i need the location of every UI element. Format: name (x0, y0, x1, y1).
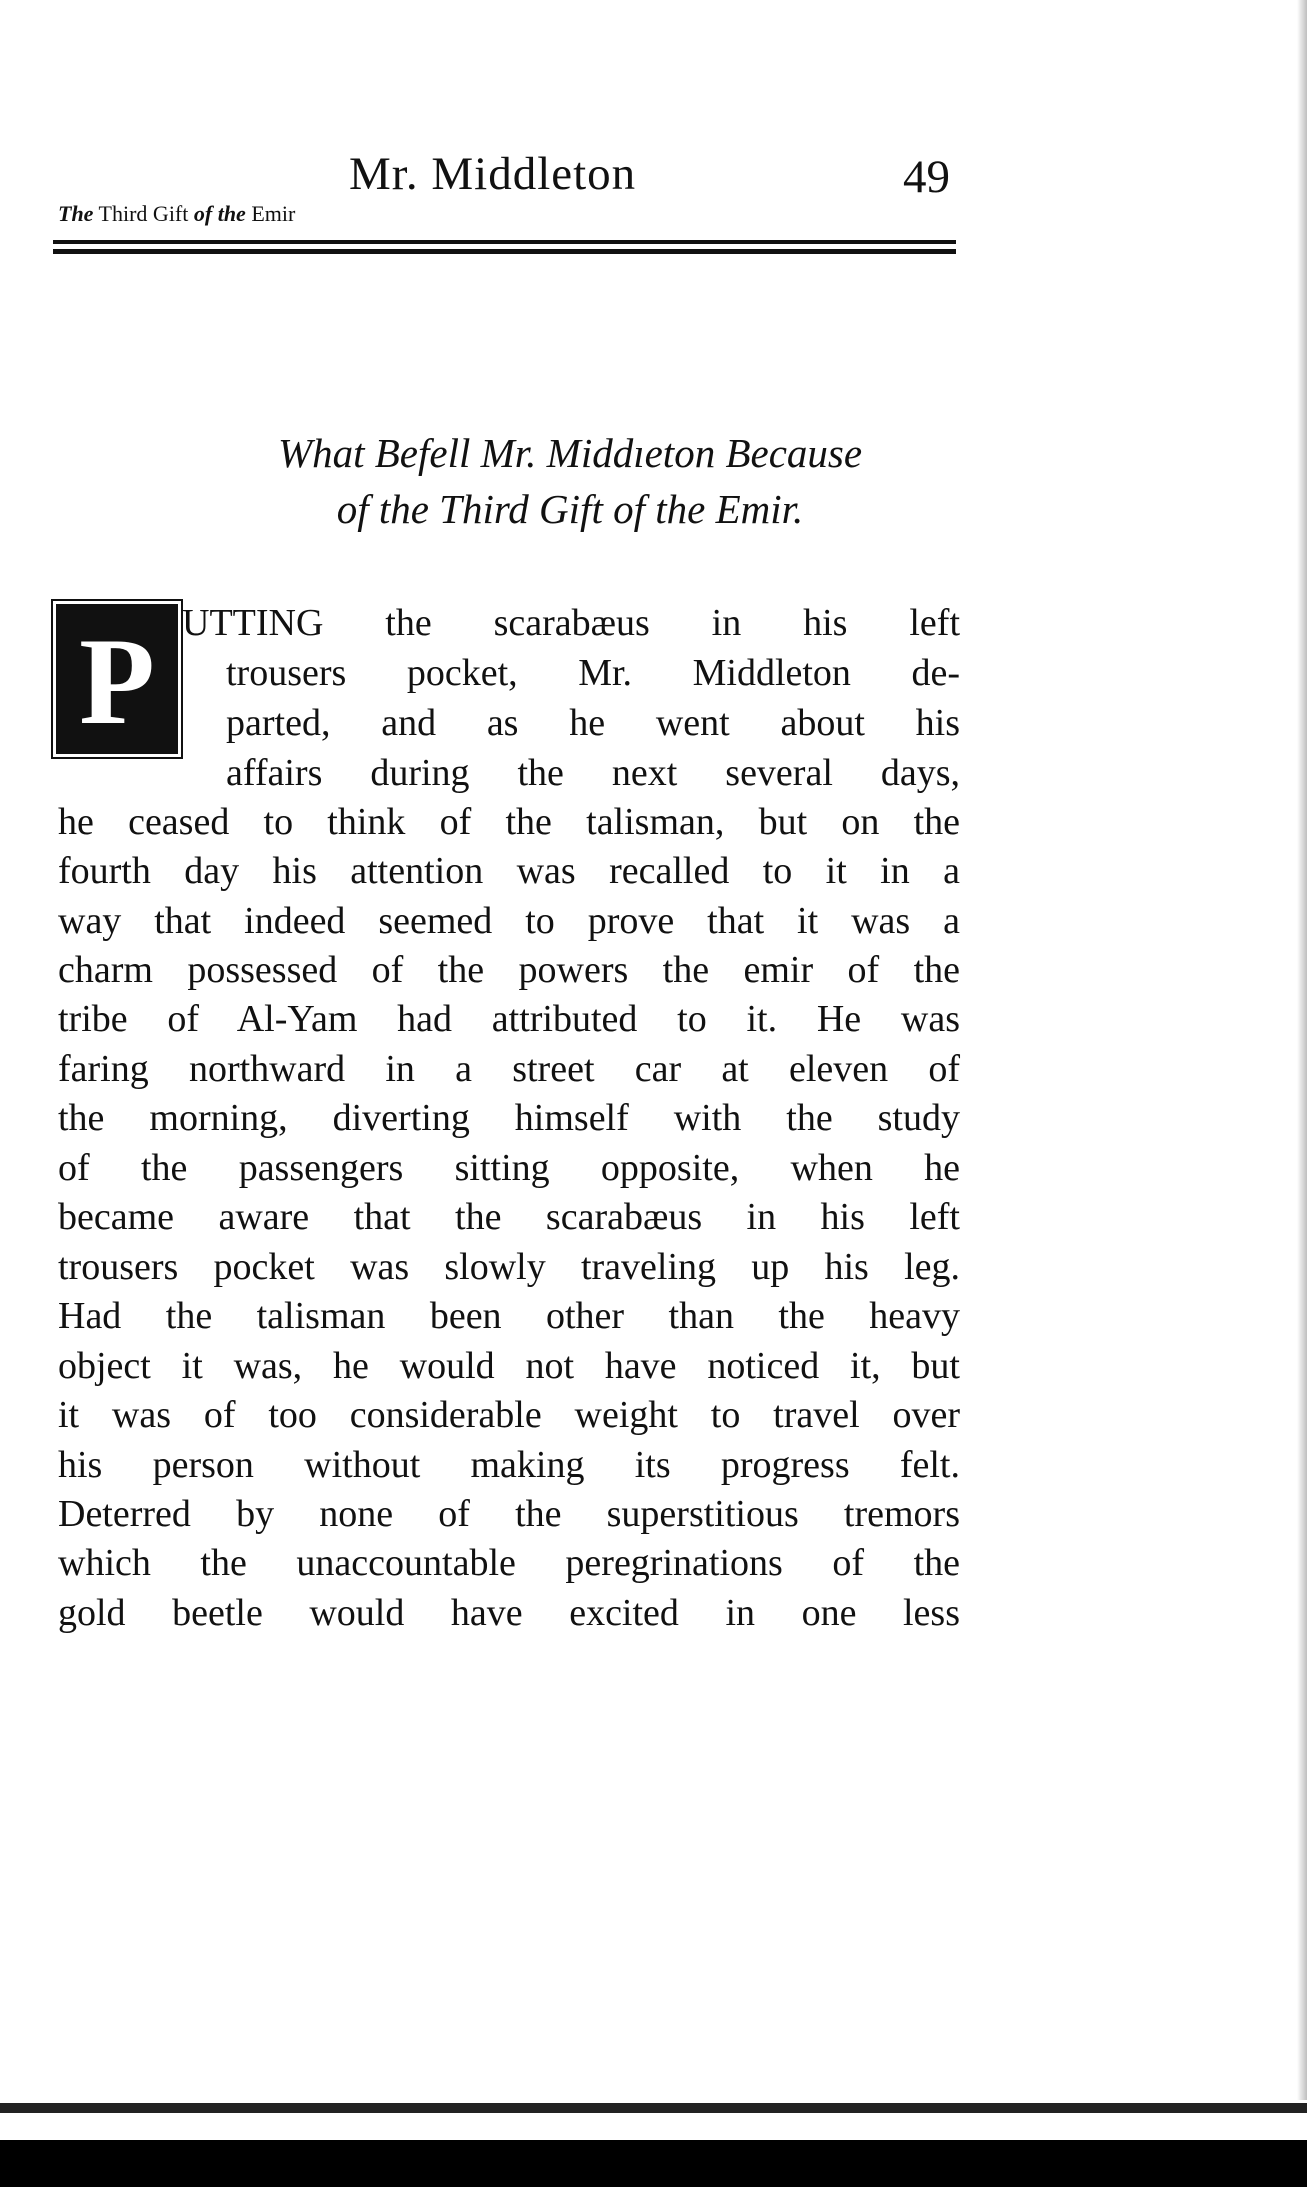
section-label-emir: Emir (245, 201, 296, 226)
body-line: tribe of Al-Yam had attributed to it. He was (58, 998, 960, 1040)
section-label-the: The (58, 201, 94, 226)
body-line: his person without making its progress felt. (58, 1444, 960, 1486)
header-rule-thin (53, 240, 956, 244)
drop-cap-letter: P (79, 613, 155, 750)
chapter-title-line-2: of the Third Gift of the Emir. (336, 486, 804, 532)
drop-cap-box (56, 604, 178, 754)
body-line: became aware that the scarabæus in his left (58, 1196, 960, 1238)
header-rule-thick (53, 249, 956, 254)
body-line: affairs during the next several days, (226, 752, 960, 794)
body-line: way that indeed seemed to prove that it was a (58, 900, 960, 942)
bottom-scan-edge (0, 2103, 1307, 2113)
body-line: it was of too considerable weight to travel over (58, 1394, 960, 1436)
chapter-title-line-1: What Befell Mr. Middıeton Because (277, 430, 863, 476)
body-line: trousers pocket was slowly traveling up his leg. (58, 1246, 960, 1288)
body-line: fourth day his attention was recalled to it in a (58, 850, 960, 892)
body-line: Deterred by none of the superstitious tremors (58, 1493, 960, 1535)
running-title: Mr. Middleton (349, 148, 637, 200)
body-line: charm possessed of the powers the emir of the (58, 949, 960, 991)
section-label-third-gift: Third Gift (93, 201, 194, 226)
body-line: of the passengers sitting opposite, when he (58, 1147, 960, 1189)
body-line: gold beetle would have excited in one less (58, 1592, 960, 1634)
bottom-scan-band (0, 2140, 1307, 2187)
section-label (58, 201, 295, 227)
body-line: object it was, he would not have noticed it, but (58, 1345, 960, 1387)
body-line: UTTING the scarabæus in his left (182, 602, 960, 644)
body-line: parted, and as he went about his (226, 702, 960, 744)
chapter-title (180, 425, 960, 537)
page-number: 49 (903, 151, 950, 203)
section-label-of: of (193, 201, 213, 226)
body-line: the morning, diverting himself with the study (58, 1097, 960, 1139)
body-line: trousers pocket, Mr. Middleton de- (226, 652, 960, 694)
body-line: faring northward in a street car at eleven of (58, 1048, 960, 1090)
page-edge-shadow (1297, 0, 1307, 2100)
body-line: which the unaccountable peregrinations of the (58, 1542, 960, 1584)
body-line: he ceased to think of the talisman, but on the (58, 801, 960, 843)
body-line: Had the talisman been other than the heavy (58, 1295, 960, 1337)
section-label-the-2: the (212, 201, 246, 226)
